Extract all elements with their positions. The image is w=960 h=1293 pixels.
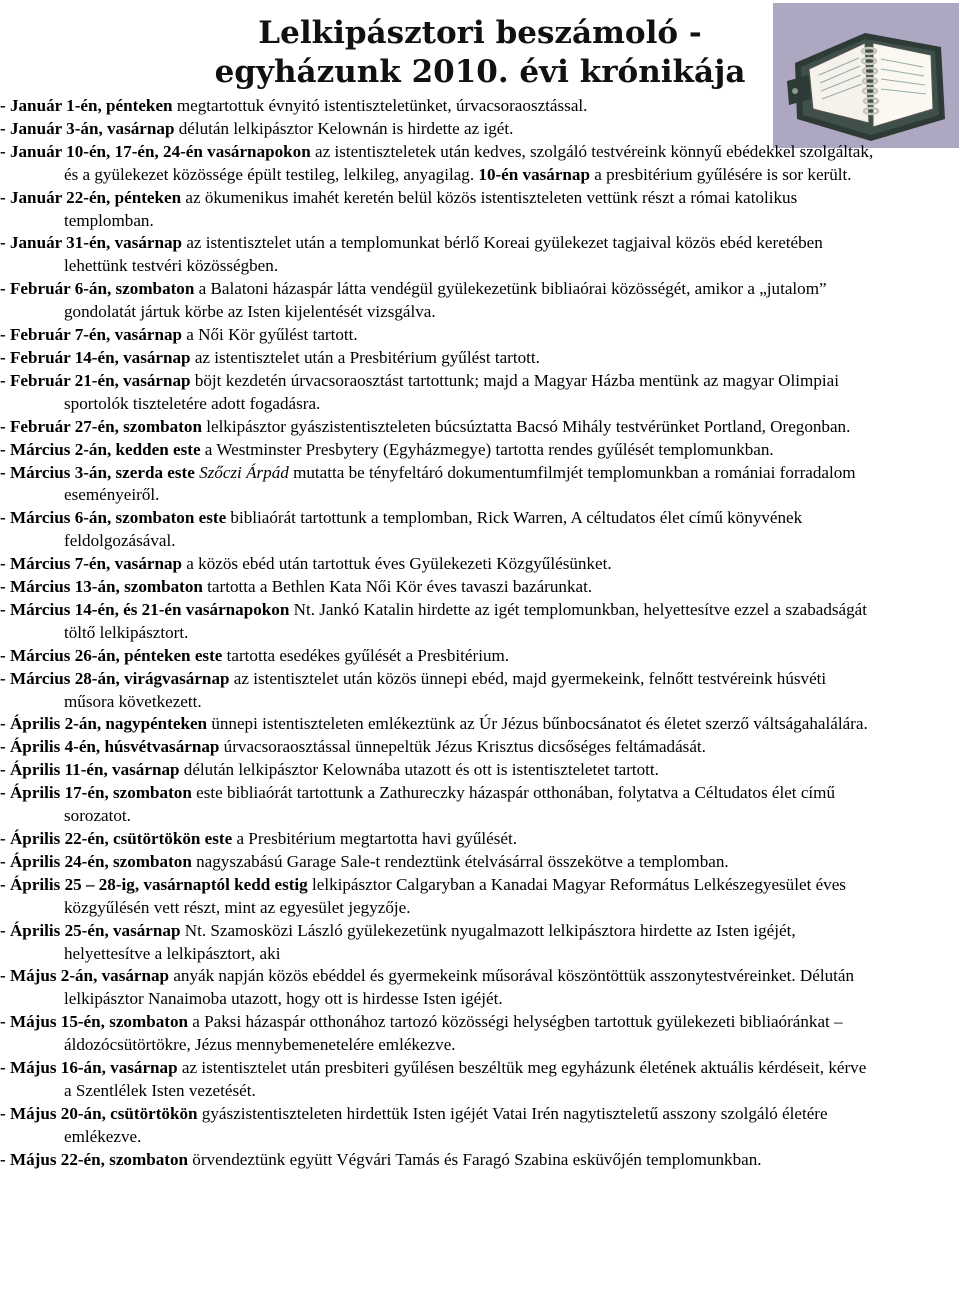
- entry-text: a Westminster Presbytery (Egyházmegye) tartotta rendes gyűlését templomunkban.: [200, 439, 774, 459]
- entry-date: - Január 22-én, pénteken: [0, 187, 182, 207]
- chronicle-entry: [0, 645, 875, 668]
- entry-date: - Március 6-án, szombaton este: [0, 508, 227, 528]
- chronicle-entry: [0, 713, 875, 736]
- entry-text: a Paksi házaspár otthonához tartozó közösségi helységben tartottuk gyülekezeti bibliaóránkat – áldozócsütörtökre, Jézus mennybemenetelére emlékezve.: [64, 1012, 843, 1055]
- entry-text: nagyszabású Garage Sale-t rendeztünk ételvásárral összekötve a templomban.: [191, 851, 729, 871]
- entry-date: - Január 10-én, 17-én, 24-én vasárnapokon: [0, 141, 311, 161]
- chronicle-entry: [0, 232, 875, 278]
- entry-date: - Április 25-én, vasárnap: [0, 920, 181, 940]
- entry-date: - Április 22-én, csütörtökön este: [0, 829, 233, 848]
- entry-date: - Április 2-án, nagypénteken: [0, 714, 208, 734]
- chronicle-entry: [0, 507, 875, 553]
- entry-text: ünnepi istentiszteleten emlékeztünk az Úr Jézus bűnbocsánatot és életet szerző váltságahalálára.: [207, 714, 868, 734]
- entry-date: - Február 27-én, szombaton: [0, 416, 202, 436]
- chronicle-entry: [0, 553, 875, 576]
- chronicle-entry: [0, 874, 875, 920]
- chronicle-entry: [0, 1149, 875, 1172]
- entry-date: - Február 6-án, szombaton: [0, 279, 195, 299]
- entry-text: Nt. Szamosközi László gyülekezetünk nyugalmazott lelkipásztora hirdette az Isten igéjét, helyettesítve a lelkipásztort, aki: [64, 920, 796, 963]
- entry-date: 10-én vasárnap: [478, 164, 590, 184]
- entry-text: a közös ebéd után tartottuk éves Gyülekezeti Közgyűlésünket.: [182, 554, 612, 574]
- chronicle-entry: [0, 187, 875, 233]
- entry-text: böjt kezdetén úrvacsoraosztást tartottunk; majd a Magyar Házba mentünk az magyar Olimpiai sportolók tiszteletére adott fogadásra.: [64, 370, 839, 413]
- chronicle-entry: [0, 95, 824, 118]
- entry-date: - Március 14-én, és 21-én vasárnapokon: [0, 599, 290, 619]
- entry-date: - Január 3-án, vasárnap: [0, 118, 175, 138]
- chronicle-entry: [0, 1057, 875, 1103]
- chronicle-entry: [0, 1103, 875, 1149]
- entry-date: - Január 1-én, pénteken: [0, 96, 173, 115]
- entry-date: - Március 26-án, pénteken este: [0, 645, 223, 665]
- entry-date: - Május 20-án, csütörtökön: [0, 1103, 198, 1123]
- entry-text: délután lelkipásztor Kelownába utazott és ott is istentiszteletet tartott.: [179, 760, 659, 780]
- entry-date: - Január 31-én, vasárnap: [0, 233, 183, 253]
- entry-text: örvendeztünk együtt Végvári Tamás és Faragó Szabina esküvőjén templomunkban.: [188, 1149, 762, 1169]
- entry-text: tartotta a Bethlen Kata Női Kör éves tavaszi bazárunkat.: [202, 577, 593, 597]
- entry-text: az ökumenikus imahét keretén belül közös istentiszteleten vettünk részt a római katolikus templomban.: [64, 187, 798, 230]
- chronicle-entry: [0, 370, 875, 416]
- chronicle-list: [0, 95, 875, 1172]
- entry-text: az istentisztelet után a Presbitérium gyűlést tartott.: [190, 347, 540, 367]
- chronicle-entry: [0, 439, 875, 462]
- entry-date: - Április 25 – 28-ig, vasárnaptól kedd estig: [0, 874, 308, 894]
- chronicle-entry: [0, 668, 875, 714]
- entry-text: tartotta esedékes gyűlését a Presbitérium.: [222, 645, 510, 665]
- entry-text: a Balatoni házaspár látta vendégül gyülekezetünk bibliaórai közösségét, amikor a „jutalom” gondolatát jártuk körbe az Isten kijelentését vizsgálva.: [64, 279, 827, 322]
- chronicle-entry: [0, 599, 875, 645]
- title-line-1: Lelkipásztori beszámoló -: [258, 15, 702, 51]
- entry-date: - Május 2-án, vasárnap: [0, 966, 170, 986]
- chronicle-entry: [0, 118, 824, 141]
- entry-date: - Március 7-én, vasárnap: [0, 554, 183, 574]
- chronicle-entry: [0, 782, 875, 828]
- chronicle-entry: [0, 759, 875, 782]
- entry-text: úrvacsoraosztással ünnepeltük Jézus Krisztus dicsőséges feltámadását.: [219, 737, 706, 757]
- entry-text: az istentiszteletek után kedves, szolgáló testvéreink könnyű ebédekkel szolgáltak, és a gyülekezet közössége épült testileg, lelkileg, anyagilag.: [64, 141, 874, 184]
- entry-text: Nt. Jankó Katalin hirdette az igét templomunkban, helyettesítve ezzel a szabadságát töltő lelkipásztort.: [64, 599, 867, 642]
- entry-text: a presbitérium gyűlésére is sor került.: [589, 164, 852, 184]
- chronicle-entry: [0, 1011, 875, 1057]
- entry-date: - Február 14-én, vasárnap: [0, 347, 191, 367]
- chronicle-entry: [0, 462, 875, 508]
- entry-text: este bibliaórát tartottunk a Zathureczky házaspár otthonában, folytatva a Céltudatos élet című sorozatot.: [64, 783, 835, 826]
- chronicle-entry: [0, 736, 875, 759]
- chronicle-entry: [0, 576, 875, 599]
- entry-text: a Női Kör gyűlést tartott.: [182, 325, 358, 345]
- entry-date: - Április 4-én, húsvétvasárnap: [0, 737, 220, 757]
- entry-text: az istentisztelet után közös ünnepi ebéd, majd gyermekeink, felnőtt testvéreink húsvéti műsora következett.: [64, 668, 827, 711]
- entry-date: - Február 21-én, vasárnap: [0, 370, 191, 390]
- chronicle-entry: [0, 416, 875, 439]
- entry-text: megtartottuk évnyitó istentiszteletünket, úrvacsoraosztással.: [172, 96, 588, 115]
- entry-date: - Március 28-án, virágvasárnap: [0, 668, 230, 688]
- chronicle-entry: [0, 347, 875, 370]
- entry-text: a Presbitérium megtartotta havi gyűlését.: [232, 829, 517, 848]
- entry-text: mutatta be tényfeltáró dokumentumfilmjét templomunkban a romániai forradalom eseményeiről.: [64, 462, 856, 505]
- entry-date: - Február 7-én, vasárnap: [0, 325, 183, 345]
- chronicle-entry: [0, 324, 875, 347]
- entry-text: bibliaórát tartottunk a templomban, Rick Warren, A céltudatos élet című könyvének feldolgozásával.: [64, 508, 803, 551]
- entry-date: - Május 22-én, szombaton: [0, 1149, 189, 1169]
- entry-date: - Március 13-án, szombaton: [0, 577, 203, 597]
- entry-date: - Május 15-én, szombaton: [0, 1012, 189, 1032]
- entry-text: az istentisztelet után presbiteri gyűlésen beszéltük meg egyházunk életének aktuális kérdéseit, kérve a Szentlélek Isten vezetését.: [64, 1058, 867, 1100]
- chronicle-entry: [0, 141, 875, 187]
- entry-date: - Április 24-én, szombaton: [0, 851, 192, 871]
- entry-name: Szőczi Árpád: [194, 462, 289, 482]
- chronicle-entry: [0, 920, 875, 966]
- entry-date: - Április 11-én, vasárnap: [0, 760, 180, 780]
- title-line-2: egyházunk 2010. évi krónikája: [214, 54, 746, 90]
- entry-text: az istentisztelet után a templomunkat bérlő Koreai gyülekezet tagjaival közös ebéd keretében lehettünk testvéri közösségben.: [64, 233, 823, 276]
- entry-date: - Március 2-án, kedden este: [0, 439, 201, 459]
- entry-text: anyák napján közös ebéddel és gyermekeink műsorával köszöntöttük asszonytestvéreinket. Délután lelkipásztor Nanaimoba utazott, hogy ott is hirdesse Isten igéjét.: [64, 966, 855, 1009]
- entry-text: lelkipásztor gyászistentiszteleten búcsúztatta Bacsó Mihály testvérünket Portland, Oregonban.: [201, 416, 851, 436]
- chronicle-entry: [0, 278, 875, 324]
- entry-date: - Május 16-án, vasárnap: [0, 1058, 178, 1078]
- entry-text: lelkipásztor Calgaryban a Kanadai Magyar Református Lelkészegyesület éves közgyűlésén vett részt, mint az egyesület jegyzője.: [64, 874, 846, 917]
- chronicle-entry: [0, 965, 875, 1011]
- chronicle-entry: [0, 851, 875, 874]
- chronicle-entry: [0, 828, 875, 851]
- entry-date: - Március 3-án, szerda este: [0, 462, 195, 482]
- entry-text: délután lelkipásztor Kelownán is hirdette az igét.: [174, 118, 514, 138]
- entry-text: gyászistentiszteleten hirdettük Isten igéjét Vatai Irén nagytiszteletű asszony szolgáló életére emlékezve.: [64, 1103, 828, 1146]
- entry-date: - Április 17-én, szombaton: [0, 783, 192, 803]
